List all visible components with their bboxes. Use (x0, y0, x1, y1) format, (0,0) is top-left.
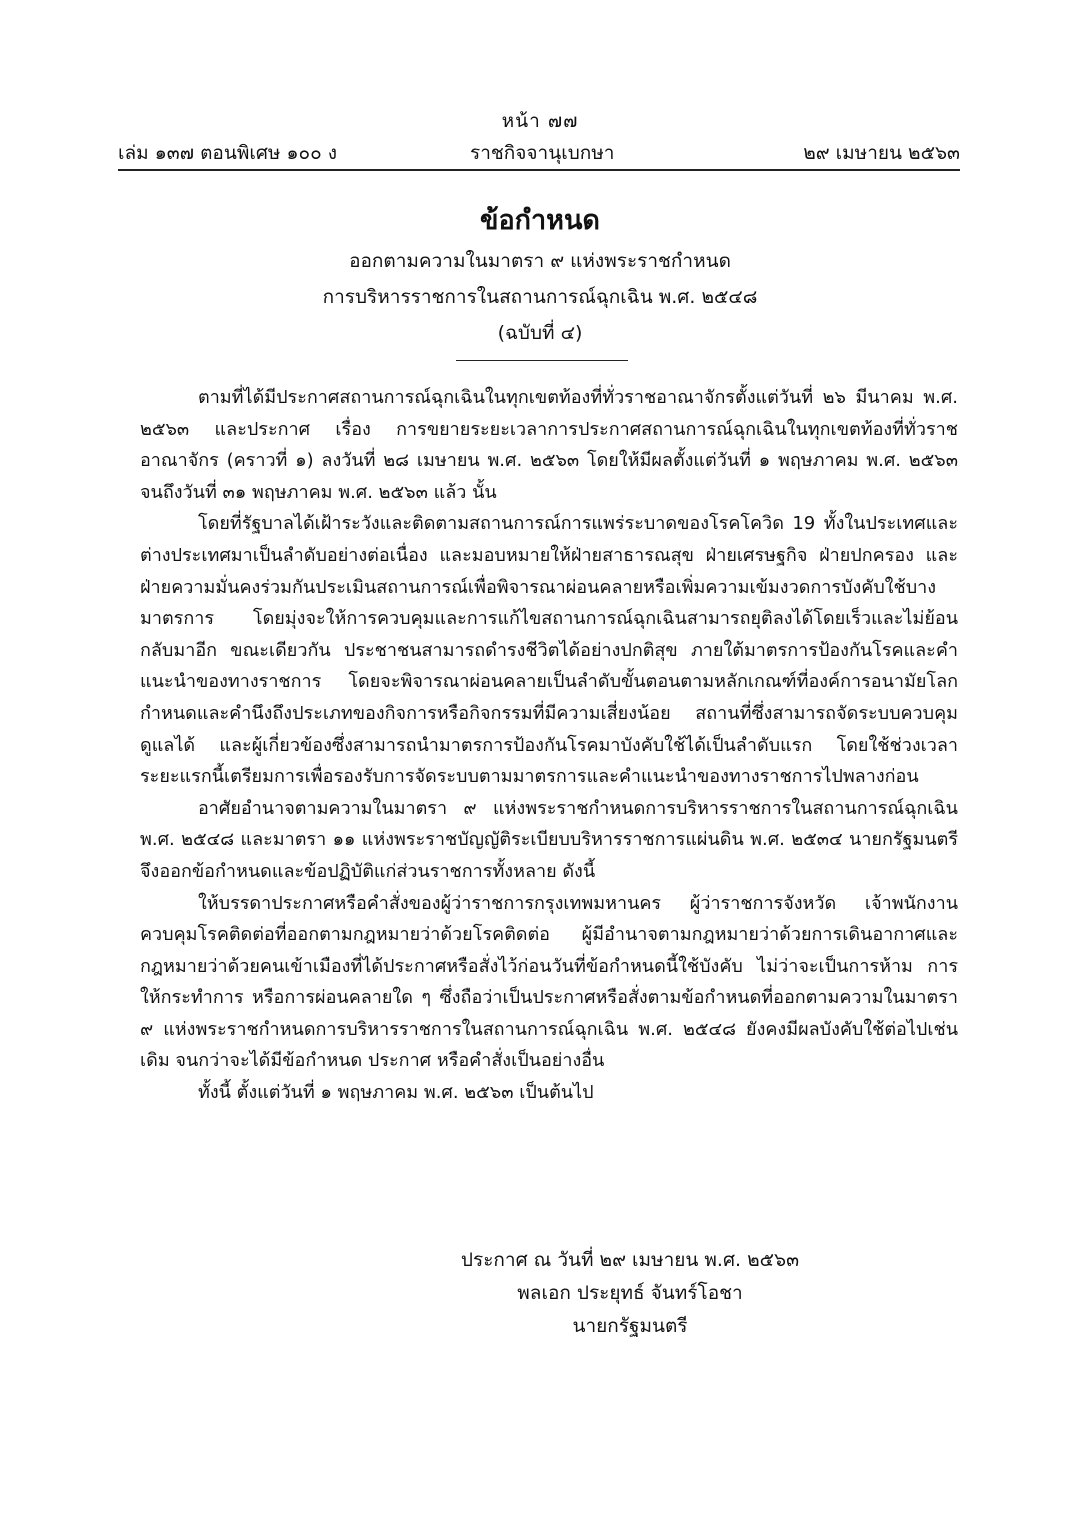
document-title: ข้อกำหนด (480, 205, 600, 236)
gazette-date: ๒๙ เมษายน ๒๕๖๓ (803, 142, 960, 164)
signatory-name: พลเอก ประยุทธ์ จันทร์โอชา (517, 1282, 743, 1304)
paragraph-1: ตามที่ได้มีประกาศสถานการณ์ฉุกเฉินในทุกเขตท้องที่ทั่วราชอาณาจักรตั้งแต่วันที่ ๒๖ มีนาคม พ.ศ. ๒๕๖๓ และประกาศ เรื่อง การขยายระยะเวลาการประกาศสถานการณ์ฉุกเฉินในทุกเขตท้องที่ทั่วราชอาณาจักร (คราวที่ ๑) ลงวันที่ ๒๘ เมษายน พ.ศ. ๒๕๖๓ โดยให้มีผลตั้งแต่วันที่ ๑ พฤษภาคม พ.ศ. ๒๕๖๓ จนถึงวันที่ ๓๑ พฤษภาคม พ.ศ. ๒๕๖๓ แล้ว นั้น (140, 387, 958, 503)
document-body (140, 382, 958, 1109)
gazette-header (118, 138, 960, 166)
paragraph-5: ทั้งนี้ ตั้งแต่วันที่ ๑ พฤษภาคม พ.ศ. ๒๕๖๓ เป็นต้นไป (198, 1082, 594, 1104)
paragraph-3: อาศัยอำนาจตามความในมาตรา ๙ แห่งพระราชกำหนดการบริหารราชการในสถานการณ์ฉุกเฉิน พ.ศ. ๒๕๔๘ และมาตรา ๑๑ แห่งพระราชบัญญัติระเบียบบริหารราชการแผ่นดิน พ.ศ. ๒๕๓๔ นายกรัฐมนตรีจึงออกข้อกำหนดและข้อปฏิบัติแก่ส่วนราชการทั้งหลาย ดังนี้ (140, 797, 958, 882)
page-number: หน้า ๗๗ (501, 110, 579, 132)
paragraph-2: โดยที่รัฐบาลได้เฝ้าระวังและติดตามสถานการณ์การแพร่ระบาดของโรคโควิด 19 ทั้งในประเทศและต่างประเทศมาเป็นลำดับอย่างต่อเนื่อง และมอบหมายให้ฝ่ายสาธารณสุข ฝ่ายเศรษฐกิจ ฝ่ายปกครอง และฝ่ายความมั่นคงร่วมกันประเมินสถานการณ์เพื่อพิจารณาผ่อนคลายหรือเพิ่มความเข้มงวดการบังคับใช้บางมาตรการ โดยมุ่งจะให้การควบคุมและการแก้ไขสถานการณ์ฉุกเฉินสามารถยุติลงได้โดยเร็วและไม่ย้อนกลับมาอีก ขณะเดียวกัน ประชาชนสามารถดำรงชีวิตได้อย่างปกติสุข ภายใต้มาตรการป้องกันโรคและคำแนะนำของทางราชการ โดยจะพิจารณาผ่อนคลายเป็นลำดับขั้นตอนตามหลักเกณฑ์ที่องค์การอนามัยโลกกำหนดและคำนึงถึงประเภทของกิจการหรือกิจกรรมที่มีความเสี่ยงน้อย สถานที่ซึ่งสามารถจัดระบบควบคุมดูแลได้ และผู้เกี่ยวข้องซึ่งสามารถนำมาตรการป้องกันโรคมาบังคับใช้ได้เป็นลำดับแรก โดยใช้ช่วงเวลาระยะแรกนี้เตรียมการเพื่อรองรับการจัดระบบตามมาตรการและคำแนะนำของทางราชการไปพลางก่อน (140, 513, 958, 788)
subtitle-line-3: (ฉบับที่ ๔) (497, 322, 583, 344)
signatory-position: นายกรัฐมนตรี (572, 1315, 688, 1337)
subtitle-line-1: ออกตามความในมาตรา ๙ แห่งพระราชกำหนด (349, 250, 731, 272)
gazette-name: ราชกิจจานุเบกษา (470, 142, 615, 164)
paragraph-4: ให้บรรดาประกาศหรือคำสั่งของผู้ว่าราชการกรุงเทพมหานคร ผู้ว่าราชการจังหวัด เจ้าพนักงานควบคุมโรคติดต่อที่ออกตามกฎหมายว่าด้วยโรคติดต่อ ผู้มีอำนาจตามกฎหมายว่าด้วยการเดินอากาศและกฎหมายว่าด้วยคนเข้าเมืองที่ได้ประกาศหรือสั่งไว้ก่อนวันที่ข้อกำหนดนี้ใช้บังคับ ไม่ว่าจะเป็นการห้าม การให้กระทำการ หรือการผ่อนคลายใด ๆ ซึ่งถือว่าเป็นประกาศหรือสั่งตามข้อกำหนดที่ออกตามความในมาตรา ๙ แห่งพระราชกำหนดการบริหารราชการในสถานการณ์ฉุกเฉิน พ.ศ. ๒๕๔๘ ยังคงมีผลบังคับใช้ต่อไปเช่นเดิม จนกว่าจะได้มีข้อกำหนด ประกาศ หรือคำสั่งเป็นอย่างอื่น (140, 892, 958, 1072)
volume-issue: เล่ม ๑๓๗ ตอนพิเศษ ๑๐๐ ง (118, 142, 338, 164)
header-divider (118, 169, 960, 171)
subtitle-line-2: การบริหารราชการในสถานการณ์ฉุกเฉิน พ.ศ. ๒๕๔๘ (322, 286, 758, 308)
announcement-date: ประกาศ ณ วันที่ ๒๙ เมษายน พ.ศ. ๒๕๖๓ (460, 1249, 800, 1271)
title-divider (456, 360, 628, 361)
